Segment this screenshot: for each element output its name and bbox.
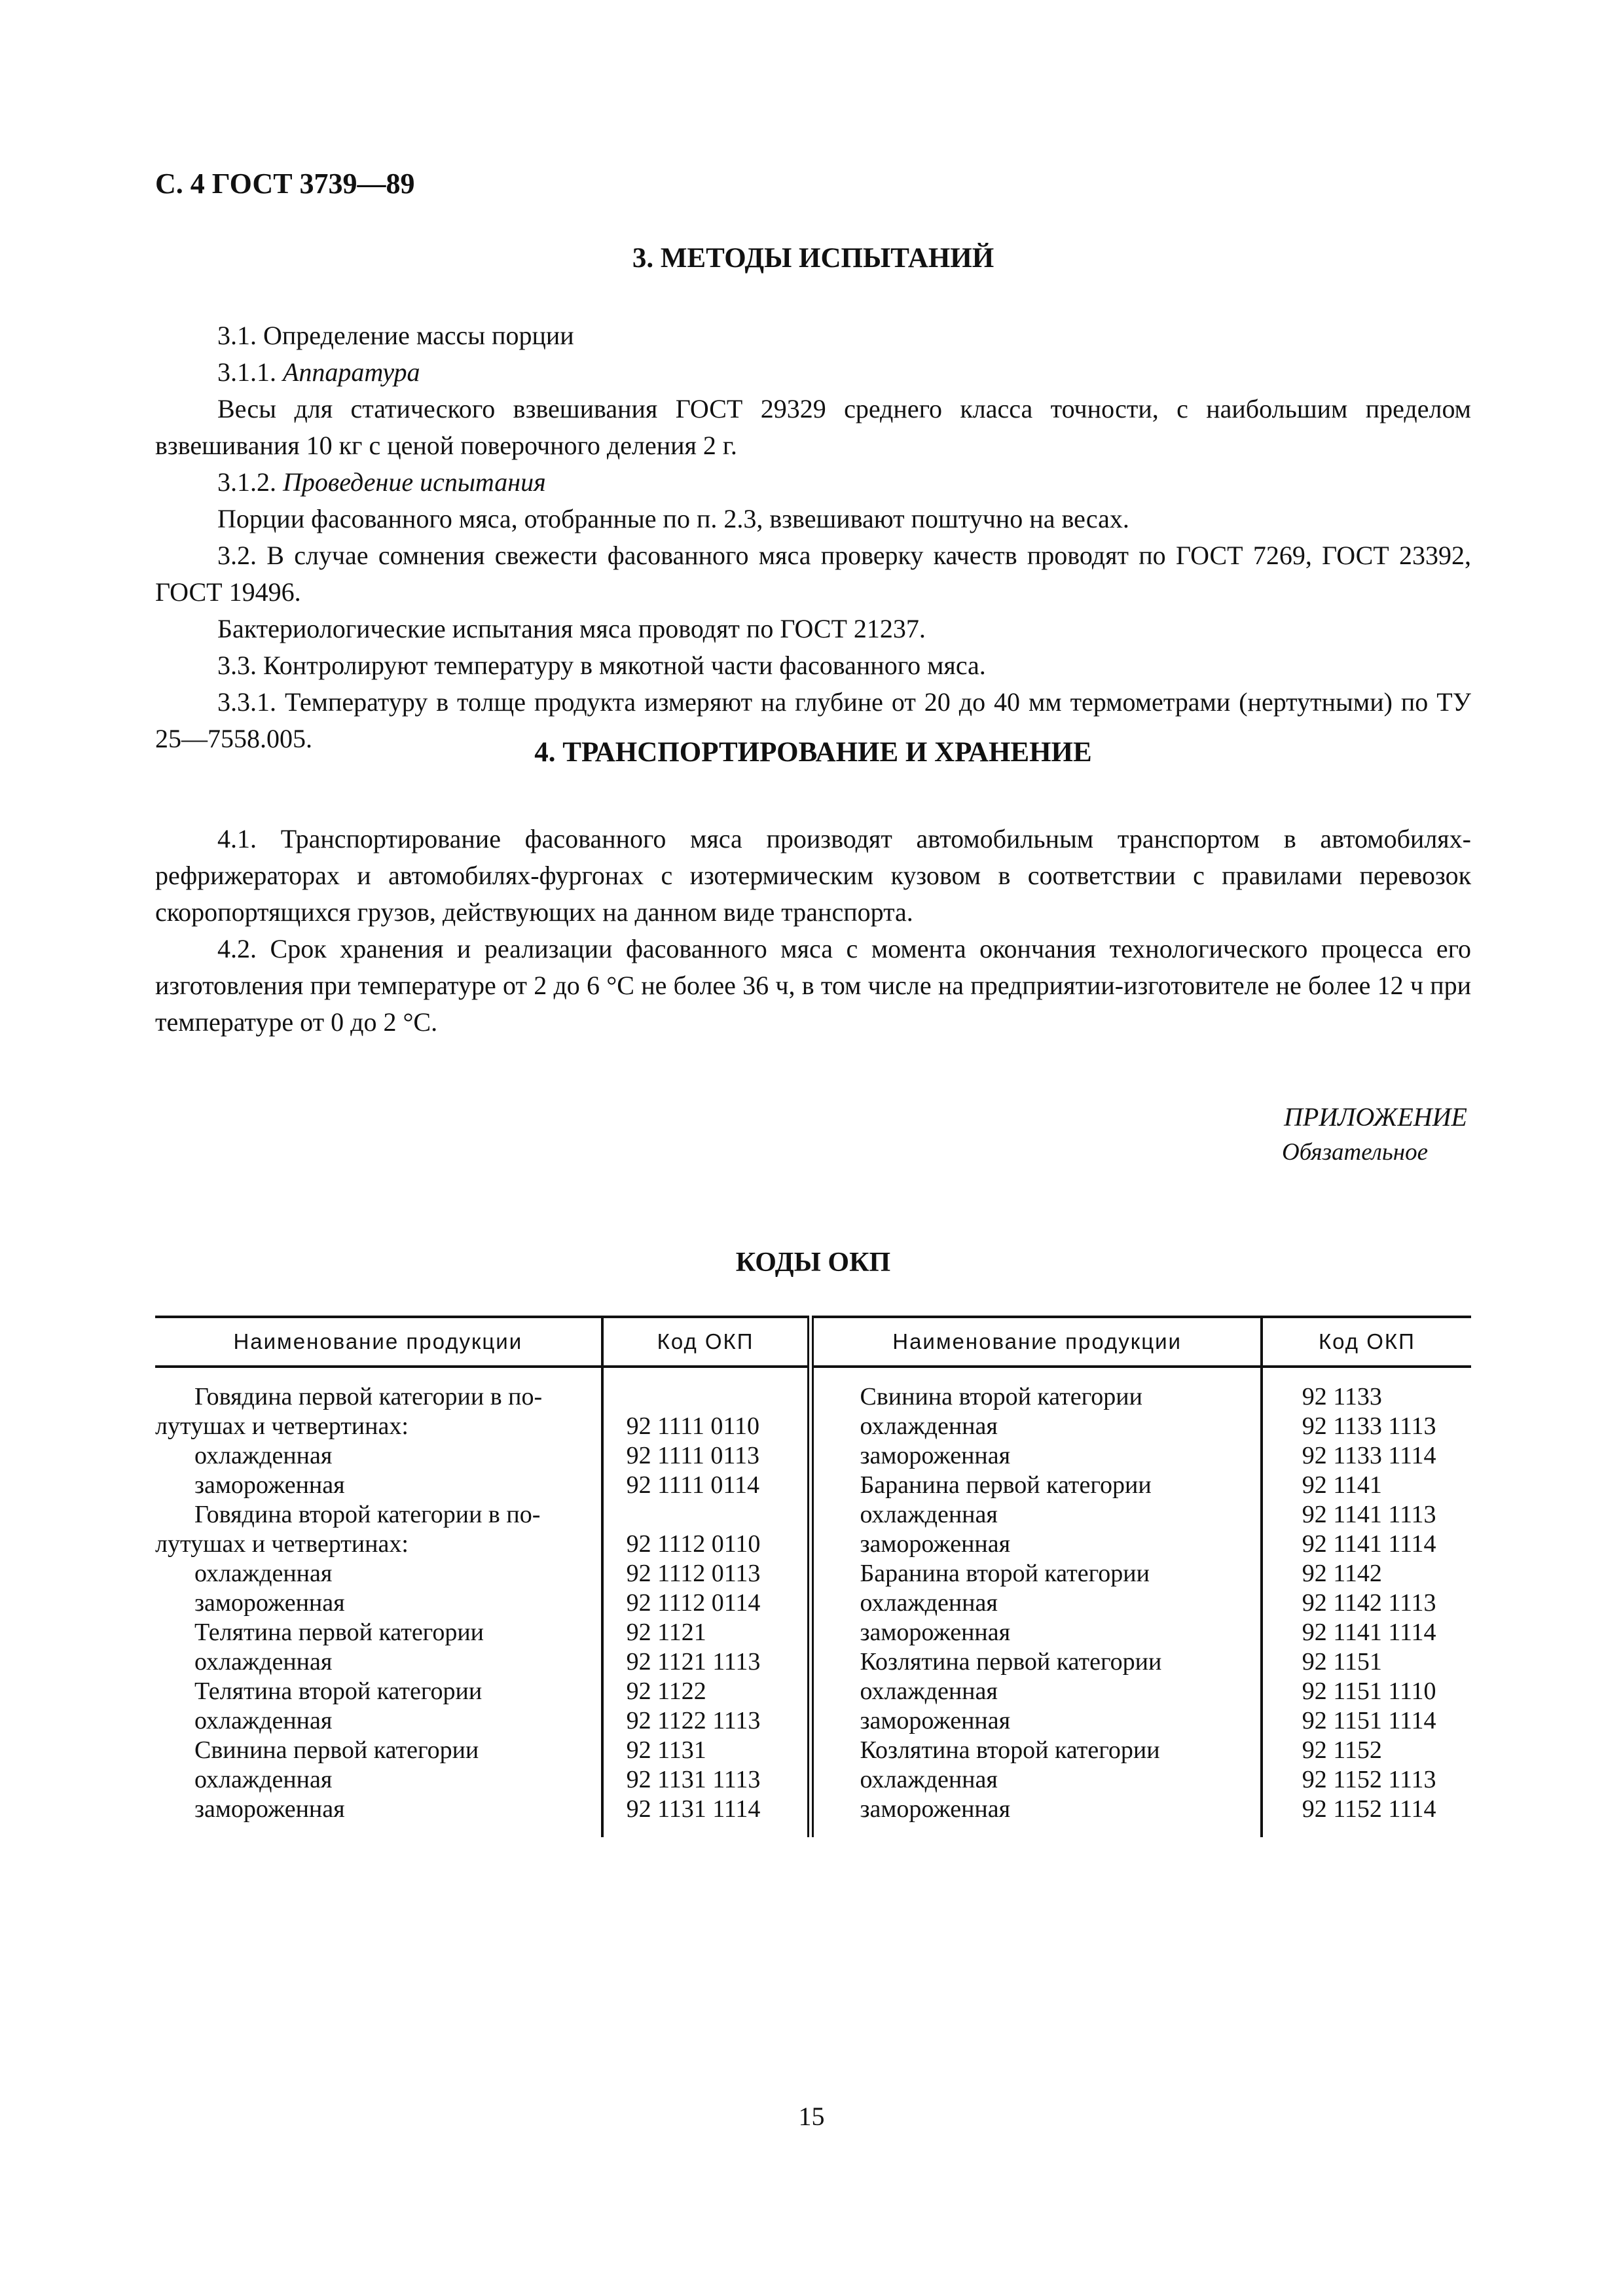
table-cell: 92 1151 1110 — [1302, 1677, 1436, 1705]
paragraph-3-1-2-number: 3.1.2. — [217, 467, 283, 497]
table-cell: Свинина второй категории — [860, 1383, 1142, 1410]
table-cell: замороженная — [860, 1619, 1011, 1646]
table-cell: замороженная — [194, 1795, 345, 1823]
table-cell: Телятина второй категории — [194, 1677, 483, 1705]
column-okp-codes-1 — [602, 1367, 811, 1837]
table-cell: Свинина первой категории — [194, 1736, 479, 1764]
section-4 — [155, 736, 1471, 1041]
header-product-name-1: Наименование продукции — [155, 1317, 602, 1367]
table-cell: 92 1152 — [1302, 1736, 1382, 1764]
table-cell: 92 1111 0110 — [626, 1412, 759, 1440]
table-cell: 92 1122 — [626, 1677, 706, 1705]
column-product-names-1 — [155, 1367, 602, 1837]
table-cell: 92 1151 — [1302, 1648, 1382, 1676]
table-cell: 92 1112 0114 — [626, 1589, 761, 1617]
section-4-title: 4. ТРАНСПОРТИРОВАНИЕ И ХРАНЕНИЕ — [534, 737, 1092, 768]
table-cell: 92 1141 1113 — [1302, 1501, 1436, 1528]
paragraph-scales: Весы для статического взвешивания ГОСТ 29329 среднего класса точности, с наибольшим пределом взвешивания 10 кг с ценой поверочного деления 2 г. — [155, 394, 1471, 460]
column-product-names-2 — [811, 1367, 1261, 1837]
table-cell: охлажденная — [194, 1707, 333, 1734]
table-title: КОДЫ ОКП — [735, 1247, 891, 1278]
paragraph-3-1: 3.1. Определение массы порции — [217, 321, 574, 350]
table-cell: охлажденная — [860, 1677, 998, 1705]
column-okp-codes-2 — [1262, 1367, 1471, 1837]
table-cell: 92 1151 1114 — [1302, 1707, 1436, 1734]
paragraph-3-1-2-title: Проведение испытания — [283, 467, 546, 497]
table-cell: охлажденная — [860, 1589, 998, 1617]
paragraph-4-1: 4.1. Транспортирование фасованного мяса производят автомобильным транспортом в автомобилях-рефрижераторах и автомобилях-фургонах с изотермическим кузовом в соответствии с правилами перевозок скоропортящихся грузов, действующих на данном виде транспорта. — [155, 824, 1471, 927]
page-header: С. 4 ГОСТ 3739—89 — [155, 168, 415, 200]
header-product-name-2: Наименование продукции — [811, 1317, 1261, 1367]
paragraph-bacteriology: Бактериологические испытания мяса проводят по ГОСТ 21237. — [217, 614, 926, 643]
table-cell: 92 1131 1113 — [626, 1766, 761, 1793]
paragraph-3-2: 3.2. В случае сомнения свежести фасованного мяса проверку качеств проводят по ГОСТ 7269, ГОСТ 23392, ГОСТ 19496. — [155, 541, 1471, 607]
table-cell: замороженная — [860, 1707, 1011, 1734]
table-cell: 92 1133 — [1302, 1383, 1382, 1410]
table-cell: охлажденная — [194, 1560, 333, 1587]
table-cell: Козлятина первой категории — [860, 1648, 1162, 1676]
table-cell: 92 1133 1113 — [1302, 1412, 1436, 1440]
okp-codes-table — [155, 1316, 1471, 1837]
table-cell: замороженная — [194, 1589, 345, 1617]
paragraph-3-3: 3.3. Контролируют температуру в мякотной части фасованного мяса. — [217, 651, 986, 680]
table-cell: 92 1142 1113 — [1302, 1589, 1436, 1617]
appendix-label — [1282, 1100, 1467, 1170]
table-cell: 92 1131 1114 — [626, 1795, 761, 1823]
paragraph-4-2: 4.2. Срок хранения и реализации фасованного мяса с момента окончания технологического процесса его изготовления при температуре от 2 до 6 °С не более 36 ч, в том числе на предприятии-изготовителе не более 12 ч при температуре от 0 до 2 °С. — [155, 934, 1471, 1037]
table-cell: 92 1152 1114 — [1302, 1795, 1436, 1823]
table-cell: замороженная — [860, 1442, 1011, 1469]
section-3-title: 3. МЕТОДЫ ИСПЫТАНИЙ — [632, 243, 994, 274]
table-cell: 92 1152 1113 — [1302, 1766, 1436, 1793]
paragraph-portions: Порции фасованного мяса, отобранные по п. 2.3, взвешивают поштучно на весах. — [217, 504, 1129, 533]
table-cell: охлажденная — [194, 1648, 333, 1676]
table-cell: лутушах и четвертинах: — [155, 1412, 409, 1440]
table-cell: Говядина второй категории в по- — [194, 1501, 541, 1528]
paragraph-3-1-1-title: Аппаратура — [283, 357, 420, 387]
appendix-title: ПРИЛОЖЕНИЕ — [1284, 1102, 1467, 1132]
table-cell: 92 1131 — [626, 1736, 706, 1764]
table-cell: 92 1111 0114 — [626, 1471, 759, 1499]
table-cell: охлажденная — [860, 1766, 998, 1793]
table-cell: 92 1121 1113 — [626, 1648, 761, 1676]
appendix-subtitle: Обязательное — [1281, 1139, 1428, 1166]
paragraph-3-1-1-number: 3.1.1. — [217, 357, 283, 387]
table-cell: охлажденная — [860, 1501, 998, 1528]
table-cell: 92 1141 1114 — [1302, 1619, 1436, 1646]
table-cell: Говядина первой категории в по- — [194, 1383, 543, 1410]
table-cell: 92 1133 1114 — [1302, 1442, 1436, 1469]
table-cell — [604, 1500, 808, 1530]
table-cell: Баранина второй категории — [860, 1560, 1150, 1587]
header-okp-code-2: Код ОКП — [1262, 1317, 1471, 1367]
paragraph-3-1-1 — [155, 354, 1471, 391]
table-cell: 92 1141 — [1302, 1471, 1382, 1499]
paragraph-3-3-1: 3.3.1. Температуру в толще продукта измеряют на глубине от 20 до 40 мм термометрами (нертутными) по ТУ 25—7558.005. — [155, 687, 1471, 753]
table-cell: Баранина первой категории — [860, 1471, 1152, 1499]
table-cell: охлажденная — [860, 1412, 998, 1440]
table-cell: охлажденная — [194, 1442, 333, 1469]
section-3 — [155, 242, 1471, 757]
table-cell: 92 1112 0113 — [626, 1560, 761, 1587]
table-cell: 92 1121 — [626, 1619, 706, 1646]
table-cell: лутушах и четвертинах: — [155, 1530, 409, 1558]
table-cell: Телятина первой категории — [194, 1619, 484, 1646]
table-body-row — [155, 1367, 1471, 1837]
table-cell: замороженная — [194, 1471, 345, 1499]
table-header-row — [155, 1317, 1471, 1367]
table-cell — [604, 1382, 808, 1412]
header-okp-code-1: Код ОКП — [602, 1317, 811, 1367]
table-cell: 92 1122 1113 — [626, 1707, 761, 1734]
table-cell: 92 1111 0113 — [626, 1442, 759, 1469]
table-cell: 92 1112 0110 — [626, 1530, 761, 1558]
paragraph-3-1-2 — [155, 464, 1471, 501]
table-cell: замороженная — [860, 1530, 1011, 1558]
page-number: 15 — [798, 2102, 825, 2131]
table-cell: замороженная — [860, 1795, 1011, 1823]
table-cell: Козлятина второй категории — [860, 1736, 1160, 1764]
table-cell: 92 1141 1114 — [1302, 1530, 1436, 1558]
table-cell: 92 1142 — [1302, 1560, 1382, 1587]
table-cell: охлажденная — [194, 1766, 333, 1793]
